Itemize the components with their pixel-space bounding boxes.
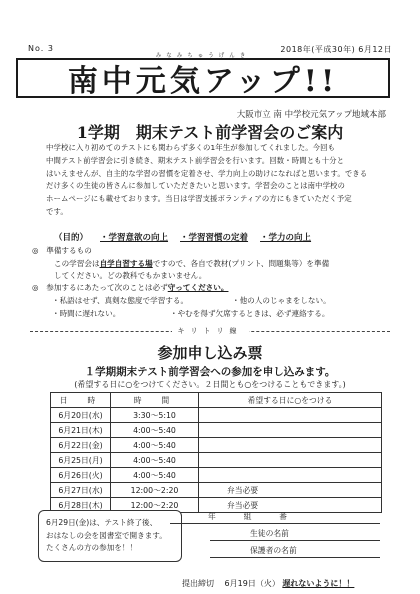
bring-emphasis: 自学自習する場	[99, 258, 153, 268]
paragraph-line: です。	[46, 206, 68, 216]
header-time: 時 間	[111, 393, 199, 408]
rule-item: ・時間に遅れない。	[52, 308, 121, 318]
rules-label: ◎ 参加するにあたって次のことは必ず	[32, 283, 168, 292]
header-mark: 希望する日に○をつける	[199, 393, 382, 408]
row-date: 6月20日(水)	[51, 408, 111, 423]
cut-line-text: キリトリ線	[172, 327, 249, 335]
table-row	[51, 483, 382, 498]
bring-text-part: この学習会は	[54, 258, 100, 268]
row-mark-cell[interactable]	[199, 423, 382, 438]
rule-row	[52, 295, 331, 308]
table-row	[51, 453, 382, 468]
callout-line: 6月29日(金)は、テスト終了後、	[46, 518, 158, 527]
masthead	[16, 53, 390, 99]
table-row	[51, 408, 382, 423]
bring-text-part: ですので、各自で教材(プリント、問題集等）を準備	[152, 258, 330, 268]
header-date: 日 時	[51, 393, 111, 408]
row-date: 6月26日(火)	[51, 468, 111, 483]
aims-label: （目的）	[54, 233, 89, 243]
rules-heading	[32, 282, 228, 295]
row-date: 6月28日(木)	[51, 498, 111, 513]
aim-item: ・学力の向上	[260, 233, 312, 243]
deadline-emphasis: 遅れないように！！	[282, 579, 355, 588]
row-time: 12:00～2:20	[111, 483, 199, 498]
masthead-title: 南中元気アップ!!	[67, 64, 339, 99]
deadline-line	[182, 578, 354, 589]
rule-item: ・他の人のじゃまをしない。	[232, 296, 331, 305]
row-time: 4:00～5:40	[111, 423, 199, 438]
bring-label: ◎ 準備するもの	[32, 246, 92, 255]
paragraph-line: ホームページにも載せております。当日は学習支援ボランティアの方にもきていただく予定	[46, 194, 352, 204]
section-title-announcement: 1学期 期末テスト前学習会のご案内	[76, 123, 344, 142]
paragraph-line: 中学校に入り初めてのテストにも関わらず多くの1年生が参加してくれました。今回も	[46, 143, 336, 152]
table-row	[51, 438, 382, 453]
issue-number: No. 3	[28, 44, 54, 53]
row-time: 12:00～2:20	[111, 498, 199, 513]
signature-area	[210, 508, 380, 558]
row-mark-cell[interactable]	[199, 408, 382, 423]
row-date: 6月21日(木)	[51, 423, 111, 438]
row-date: 6月22日(金)	[51, 438, 111, 453]
student-name-field[interactable]	[210, 527, 380, 541]
rule-item: ・私語はせず、真剣な態度で学習する。	[52, 296, 189, 305]
row-mark-cell[interactable]: 弁当必要	[199, 483, 382, 498]
cut-line-label	[0, 326, 420, 336]
guardian-name-label: 保護者の名前	[250, 546, 297, 555]
callout-line: たくさんの方の参加を！！	[46, 543, 138, 552]
row-date: 6月25日(月)	[51, 453, 111, 468]
row-time: 4:00～5:40	[111, 453, 199, 468]
bring-items-block	[32, 245, 329, 283]
row-mark-cell[interactable]	[199, 453, 382, 468]
callout-line: おはなしの会を図書室で開きます。	[46, 530, 167, 540]
paragraph-line: だけ多くの生徒の皆さんに参加していただきたいと思います。学習会のことは南中学校の	[46, 181, 346, 191]
row-time: 4:00～5:40	[111, 468, 199, 483]
issue-date: 2018年(平成30年) 6月12日	[280, 45, 392, 54]
student-name-label: 生徒の名前	[250, 529, 289, 538]
aim-item: ・学習習慣の定着	[180, 233, 249, 243]
class-number-field[interactable]	[170, 511, 380, 524]
masthead-ruby: みなみちゅうげんき	[155, 53, 251, 59]
row-mark-cell[interactable]: 弁当必要	[199, 498, 382, 513]
table-row	[51, 468, 382, 483]
form-note: (希望する日に○をつけてください。２日間とも○をつけることもできます。)	[74, 380, 346, 389]
row-mark-cell[interactable]	[199, 468, 382, 483]
row-date: 6月27日(水)	[51, 483, 111, 498]
rule-item: ・やむを得ず欠席するときは、必ず連絡する。	[170, 308, 330, 318]
rules-list	[52, 295, 331, 320]
bring-text-line: してください。どの教科でもかまいません。	[54, 271, 207, 280]
row-time: 3:30～5:10	[111, 408, 199, 423]
form-subtitle: １学期期末テスト前学習会への参加を申し込みます。	[84, 366, 336, 378]
storytime-callout	[38, 510, 182, 562]
announcement-paragraph	[46, 142, 394, 219]
table-row	[51, 423, 382, 438]
rule-row	[52, 308, 331, 321]
aim-item: ・学習意欲の向上	[100, 233, 169, 243]
guardian-name-field[interactable]	[210, 544, 380, 558]
row-time: 4:00～5:40	[111, 438, 199, 453]
paragraph-line: はいえませんが、自主的な学習の習慣を定着させ、学力向上の助けになればと思います。できる	[46, 168, 368, 178]
bring-text-line	[32, 258, 329, 271]
aims-row	[54, 231, 311, 243]
section-title-form: 参加申し込み票	[157, 344, 263, 362]
table-header-row	[51, 393, 382, 408]
schedule-table	[50, 392, 382, 513]
deadline-label: 提出締切	[182, 579, 214, 588]
publisher: 大阪市立 南 中学校元気アップ地域本部	[236, 110, 386, 120]
paragraph-line: 中間テスト前学習会に引き続き、期末テスト前学習会を行います。回数・時間とも十分と	[46, 155, 345, 165]
rules-emphasis: 守ってください。	[167, 283, 229, 292]
class-number-label: 年 組 番	[208, 512, 297, 521]
deadline-date: 6月19日（火）	[224, 579, 280, 588]
row-mark-cell[interactable]	[199, 438, 382, 453]
